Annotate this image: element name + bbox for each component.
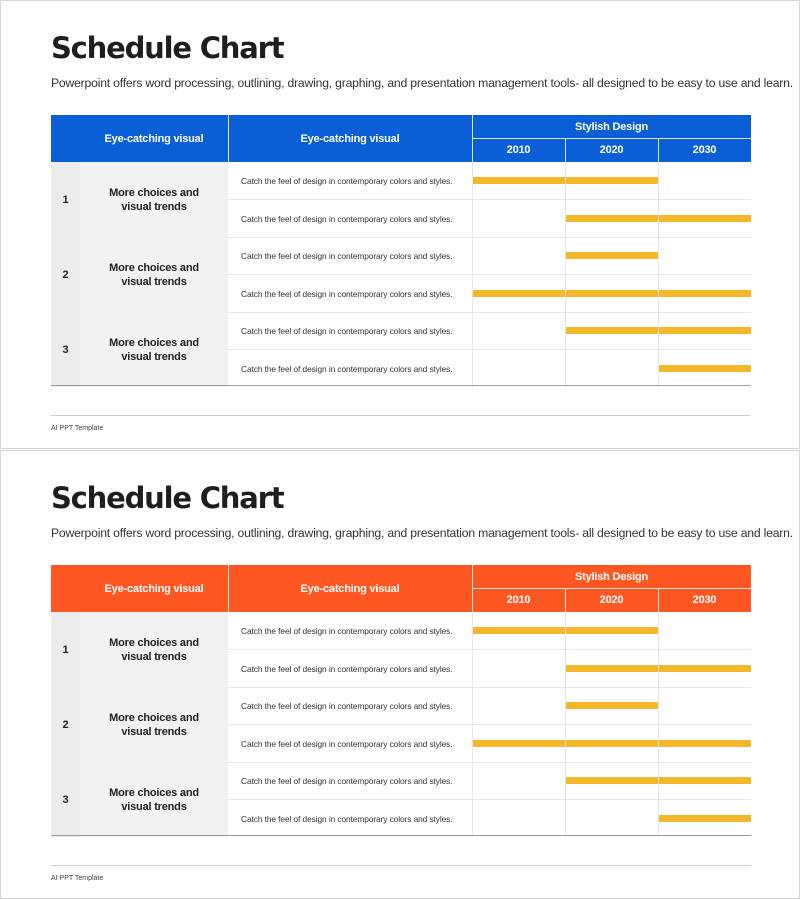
task-description: Catch the feel of design in contemporary colors and styles.: [241, 813, 453, 824]
row-number: 3: [51, 762, 80, 837]
schedule-bar: [472, 290, 751, 297]
row-label: More choices and visual trends: [80, 237, 228, 312]
footer-divider: [51, 415, 751, 416]
header-divider: [228, 565, 229, 612]
header-col2: Eye-catching visual: [228, 565, 472, 612]
row-number: 2: [51, 687, 80, 762]
task-description: Catch the feel of design in contemporary colors and styles.: [241, 738, 453, 749]
schedule-table: [51, 565, 751, 836]
row-number: 3: [51, 312, 80, 387]
column-divider: [658, 612, 659, 837]
header-col2: Eye-catching visual: [228, 115, 472, 162]
slide-subtitle: Powerpoint offers word processing, outlining, drawing, graphing, and presentation management tools- all designed to be easy to use and learn.: [51, 76, 793, 90]
schedule-bar: [658, 365, 751, 372]
slide: [0, 0, 800, 449]
footer-divider: [51, 865, 751, 866]
header-divider: [565, 138, 566, 162]
row-group-divider: [228, 237, 751, 238]
schedule-bar: [565, 252, 658, 259]
row-group-divider: [228, 687, 751, 688]
task-description: Catch the feel of design in contemporary colors and styles.: [241, 625, 453, 636]
task-description: Catch the feel of design in contemporary colors and styles.: [241, 175, 453, 186]
header-divider: [658, 588, 659, 612]
row-label: More choices and visual trends: [80, 687, 228, 762]
header-year-2010: 2010: [472, 588, 565, 612]
header-year-2020: 2020: [565, 588, 658, 612]
schedule-bar: [565, 702, 658, 709]
task-description: Catch the feel of design in contemporary colors and styles.: [241, 250, 453, 261]
task-description: Catch the feel of design in contemporary colors and styles.: [241, 775, 453, 786]
header-divider: [565, 588, 566, 612]
header-col1: Eye-catching visual: [80, 565, 228, 612]
slide-title: Schedule Chart: [51, 31, 284, 65]
task-description: Catch the feel of design in contemporary colors and styles.: [241, 363, 453, 374]
header-group: Stylish Design: [472, 565, 751, 588]
schedule-table: [51, 115, 751, 386]
header-divider: [658, 138, 659, 162]
row-label: More choices and visual trends: [80, 162, 228, 237]
header-divider: [228, 115, 229, 162]
footer-text: AI PPT Template: [51, 875, 104, 882]
header-number-cell: [51, 115, 80, 162]
footer-text: AI PPT Template: [51, 425, 104, 432]
schedule-bar: [658, 815, 751, 822]
column-divider: [472, 162, 473, 387]
row-group-divider: [228, 312, 751, 313]
header-year-2010: 2010: [472, 138, 565, 162]
column-divider: [658, 162, 659, 387]
table-bottom-border: [51, 835, 751, 836]
task-description: Catch the feel of design in contemporary colors and styles.: [241, 213, 453, 224]
header-group: Stylish Design: [472, 115, 751, 138]
task-description: Catch the feel of design in contemporary colors and styles.: [241, 288, 453, 299]
row-number: 1: [51, 162, 80, 237]
header-divider: [472, 138, 751, 139]
header-year-2020: 2020: [565, 138, 658, 162]
slide: [0, 450, 800, 899]
column-divider: [472, 612, 473, 837]
slide-title: Schedule Chart: [51, 481, 284, 515]
header-divider: [472, 588, 751, 589]
task-description: Catch the feel of design in contemporary colors and styles.: [241, 700, 453, 711]
table-bottom-border: [51, 385, 751, 386]
row-number: 2: [51, 237, 80, 312]
row-group-divider: [228, 762, 751, 763]
row-label: More choices and visual trends: [80, 762, 228, 837]
column-divider: [565, 162, 566, 387]
slide-subtitle: Powerpoint offers word processing, outlining, drawing, graphing, and presentation management tools- all designed to be easy to use and learn.: [51, 526, 793, 540]
column-divider: [565, 612, 566, 837]
header-year-2030: 2030: [658, 588, 751, 612]
task-description: Catch the feel of design in contemporary colors and styles.: [241, 663, 453, 674]
header-number-cell: [51, 565, 80, 612]
schedule-bar: [472, 740, 751, 747]
header-col1: Eye-catching visual: [80, 115, 228, 162]
row-number: 1: [51, 612, 80, 687]
header-year-2030: 2030: [658, 138, 751, 162]
task-description: Catch the feel of design in contemporary colors and styles.: [241, 325, 453, 336]
row-label: More choices and visual trends: [80, 612, 228, 687]
row-label: More choices and visual trends: [80, 312, 228, 387]
